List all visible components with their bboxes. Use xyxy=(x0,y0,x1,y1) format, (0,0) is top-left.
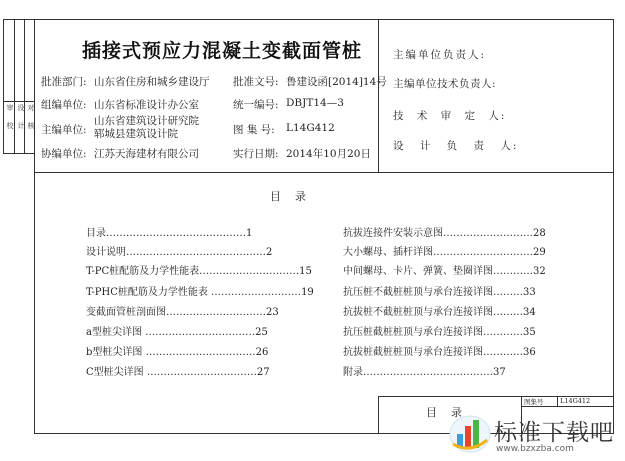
unified-code: DBJT14—3 xyxy=(286,97,344,109)
toc-item-page: 15 xyxy=(299,266,312,277)
strip-label: 核 xyxy=(27,122,35,129)
design-lead: 设 计 负 责 人: xyxy=(393,140,519,152)
atlas-number: L14G412 xyxy=(286,122,335,134)
approval-dept-label: 批准部门: xyxy=(41,76,87,88)
toc-item-page: 37 xyxy=(493,367,506,378)
toc-item-label: T-PC桩配筋及力学性能表 xyxy=(86,266,200,277)
toc-item[interactable]: 变截面管桩剖面图…………………………23 xyxy=(86,307,279,318)
footer-title: 目 录 xyxy=(426,406,462,419)
footer-divider xyxy=(378,396,379,434)
co-editor-label: 协编单位: xyxy=(41,148,87,160)
toc-item[interactable]: 目录……………………………………1 xyxy=(86,228,253,239)
approval-dept: 山东省住房和城乡建设厅 xyxy=(94,76,210,88)
chief-editor-1: 山东省建筑设计研究院 xyxy=(94,115,199,127)
toc-item[interactable]: 中间螺母、卡片、弹簧、垫圈详图…………32 xyxy=(343,266,546,277)
toc-item-label: C型桩尖详图 xyxy=(86,367,144,378)
organizer: 山东省标准设计办公室 xyxy=(94,99,199,111)
document-title: 插接式预应力混凝土变截面管桩 xyxy=(82,40,363,62)
toc-item-label: T-PHC桩配筋及力学性能表 xyxy=(86,287,208,298)
toc-item-page: 34 xyxy=(523,307,536,318)
toc-item-page: 19 xyxy=(301,287,314,298)
toc-item-page: 29 xyxy=(533,247,546,258)
chief-editor-2: 郓城县建筑设计院 xyxy=(94,128,178,140)
toc-item-page: 25 xyxy=(255,327,268,338)
toc-item-page: 23 xyxy=(266,307,279,318)
header-divider xyxy=(34,172,614,173)
toc-item[interactable]: b型桩尖详图 ……………………………26 xyxy=(86,347,269,358)
toc-item-page: 28 xyxy=(533,228,546,239)
toc-item-label: 目录 xyxy=(86,228,106,239)
co-editor: 江苏天海建材有限公司 xyxy=(94,148,199,160)
toc-item-page: 26 xyxy=(255,347,269,358)
atlas-number-label: 图 集 号: xyxy=(233,124,275,136)
toc-item-label: a型桩尖详图 xyxy=(86,327,142,338)
approval-doc-label: 批准文号: xyxy=(233,76,279,88)
toc-item-label: 中间螺母、卡片、弹簧、垫圈详图 xyxy=(343,266,493,277)
toc-item-label: 附录 xyxy=(343,367,363,378)
toc-item[interactable]: 抗拔桩截桩桩顶与承台连接详图…………36 xyxy=(343,347,536,358)
toc-heading: 目 录 xyxy=(270,190,306,203)
watermark-name: 标准下载吧 xyxy=(494,420,614,446)
toc-item-label: 抗拔桩不截桩桩顶与承台连接详图 xyxy=(343,307,493,318)
toc-item[interactable]: 抗压桩截桩桩顶与承台连接详图…………35 xyxy=(343,327,536,338)
chief-unit-head: 主编单位负责人: xyxy=(393,49,487,61)
toc-item-page: 36 xyxy=(523,347,536,358)
toc-item[interactable]: 抗压桩不截桩桩顶与承台连接详图………33 xyxy=(343,287,536,298)
toc-item[interactable]: 抗拔桩不截桩桩顶与承台连接详图………34 xyxy=(343,307,536,318)
toc-item[interactable]: a型桩尖详图 ……………………………25 xyxy=(86,327,268,338)
strip-label: 对 xyxy=(27,104,35,111)
strip-label: 计 xyxy=(17,122,25,129)
bar-chart-logo-icon xyxy=(447,410,493,456)
toc-item-page: 27 xyxy=(256,367,270,378)
toc-item[interactable]: 抗拔连接件安装示意图………………………28 xyxy=(343,228,546,239)
toc-item[interactable]: 附录…………………………………37 xyxy=(343,367,506,378)
toc-item[interactable]: T-PC桩配筋及力学性能表…………………………15 xyxy=(86,266,312,277)
toc-item-label: 大小螺母、插杆详图 xyxy=(343,247,433,258)
toc-item-label: b型桩尖详图 xyxy=(86,347,143,358)
toc-item-page: 33 xyxy=(523,287,536,298)
effective-date-label: 实行日期: xyxy=(233,148,279,160)
strip-label: 设 xyxy=(17,104,25,111)
responsibility-divider xyxy=(378,19,379,172)
toc-item-page: 35 xyxy=(523,327,536,338)
strip-divider xyxy=(24,19,25,154)
toc-item-page: 32 xyxy=(533,266,546,277)
toc-item-label: 设计说明 xyxy=(86,247,126,258)
toc-item[interactable]: C型桩尖详图 ……………………………27 xyxy=(86,367,270,378)
binding-strip xyxy=(3,19,34,154)
footer-atlas-number: L14G412 xyxy=(560,397,591,405)
toc-item[interactable]: T-PHC桩配筋及力学性能表 ………………………19 xyxy=(86,287,314,298)
toc-item-label: 抗压桩截桩桩顶与承台连接详图 xyxy=(343,327,483,338)
approval-doc: 鲁建设函[2014]14号 xyxy=(286,76,387,88)
chief-editor-label: 主编单位: xyxy=(41,124,87,136)
toc-item[interactable]: 设计说明……………………………………2 xyxy=(86,247,273,258)
footer-atlas-label: 图集号 xyxy=(524,398,544,406)
effective-date: 2014年10月20日 xyxy=(286,148,371,160)
toc-item-page: 1 xyxy=(246,228,253,239)
chief-unit-tech-head: 主编单位技术负责人: xyxy=(393,78,497,90)
strip-label: 校 xyxy=(6,122,14,129)
strip-divider xyxy=(14,19,15,154)
toc-item-label: 抗拔连接件安装示意图 xyxy=(343,228,443,239)
technical-reviewer: 技 术 审 定 人: xyxy=(393,110,507,122)
unified-code-label: 统一编号: xyxy=(233,99,279,111)
toc-item-label: 抗拔桩截桩桩顶与承台连接详图 xyxy=(343,347,483,358)
toc-item[interactable]: 大小螺母、插杆详图…………………………29 xyxy=(343,247,546,258)
watermark-url: www.bzxzba.com xyxy=(496,444,574,454)
strip-label: 审 xyxy=(6,104,14,111)
toc-item-label: 变截面管桩剖面图 xyxy=(86,307,166,318)
organizer-label: 组编单位: xyxy=(41,99,87,111)
strip-divider xyxy=(3,101,34,102)
footer-divider xyxy=(521,406,614,407)
footer-divider xyxy=(557,396,558,406)
toc-item-label: 抗压桩不截桩桩顶与承台连接详图 xyxy=(343,287,493,298)
toc-item-page: 2 xyxy=(266,247,273,258)
